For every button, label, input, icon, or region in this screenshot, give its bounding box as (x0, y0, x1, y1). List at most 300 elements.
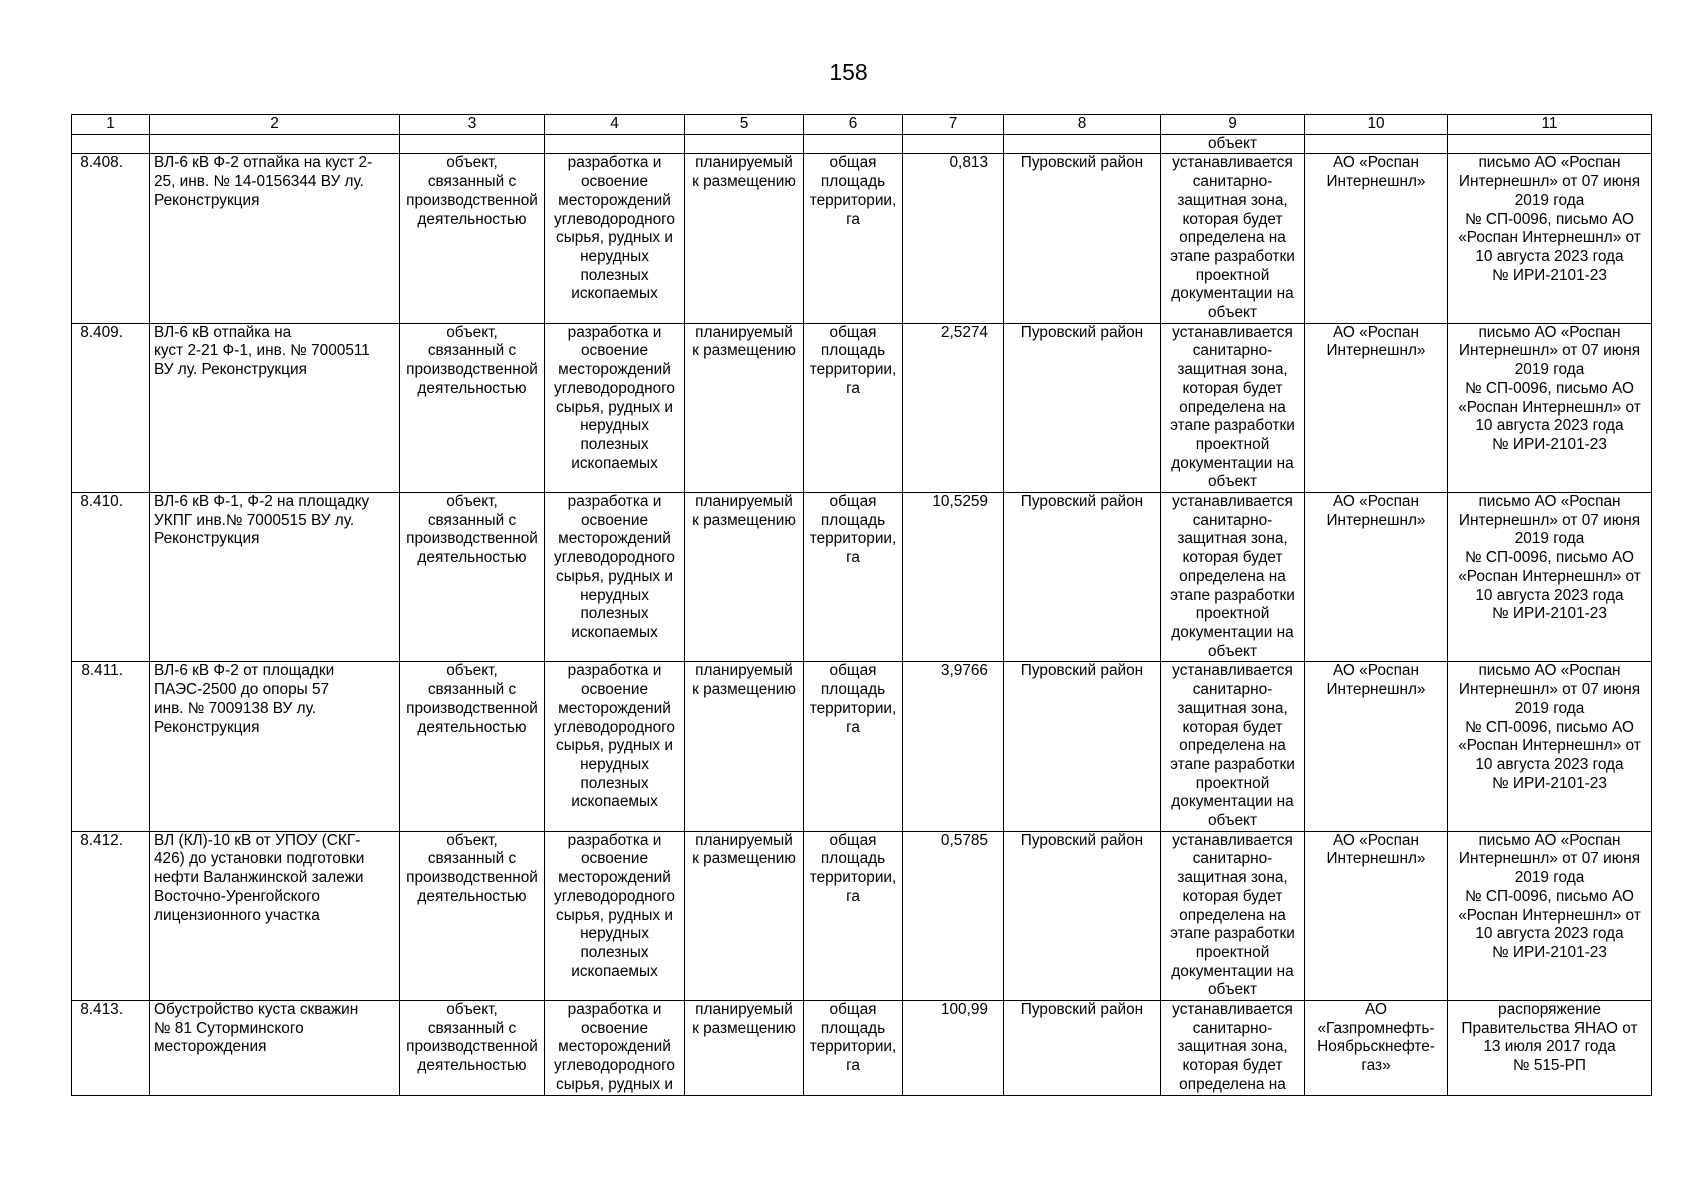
zone-description-line: определена на (1179, 737, 1286, 755)
basis-document-line: 2019 года (1514, 530, 1585, 548)
zone-description-line: защитная зона, (1177, 361, 1288, 379)
object-type-line: производственной (406, 699, 538, 717)
zone-description-line: санитарно- (1192, 850, 1273, 868)
object-characteristic-line: площадь (820, 850, 886, 868)
row-number: 8.410. (72, 493, 150, 662)
object-purpose-line: углеводородного (554, 887, 675, 905)
object-characteristic (804, 493, 903, 662)
zone-description-line: которая будет (1182, 718, 1283, 736)
object-location: Пуровский район (1004, 323, 1161, 492)
object-name (150, 154, 400, 323)
object-type-line: объект, (446, 493, 498, 511)
basis-document-line: 2019 года (1514, 361, 1585, 379)
object-location: Пуровский район (1004, 1001, 1161, 1096)
organization-line: «Газпромнефть- (1317, 1019, 1435, 1037)
object-purpose-line: сырья, рудных и (556, 906, 673, 924)
object-purpose-line: полезных (580, 774, 649, 792)
object-purpose-line: разработка и (567, 493, 662, 511)
zone-description-line: документации на (1171, 793, 1294, 811)
object-purpose-line: углеводородного (554, 379, 675, 397)
object-characteristic-line: общая (829, 1001, 877, 1019)
row-number: 8.412. (72, 831, 150, 1000)
zone-description (1161, 493, 1305, 662)
zone-description-line: документации на (1171, 623, 1294, 641)
column-number-11: 11 (1448, 115, 1652, 135)
object-status-line: планируемый (695, 831, 793, 849)
basis-document-line: 10 августа 2023 года (1475, 417, 1624, 435)
column-number-row (72, 115, 1652, 135)
organization-line: Интернешнл» (1326, 342, 1426, 360)
object-characteristic (804, 154, 903, 323)
object-name-line: месторождения (154, 1038, 267, 1056)
basis-document-line: Интернешнл» от 07 июня (1458, 511, 1641, 529)
object-purpose-line: сырья, рудных и (556, 737, 673, 755)
basis-document-line: № СП-0096, письмо АО (1465, 210, 1634, 228)
object-characteristic-line: территории, (809, 361, 897, 379)
object-name-line: № 81 Суторминского (154, 1019, 304, 1037)
zone-description-line: которая будет (1182, 1057, 1283, 1075)
object-purpose-line: разработка и (567, 831, 662, 849)
object-characteristic (804, 1001, 903, 1096)
table-row (72, 831, 1652, 1000)
object-name-line: инв. № 7009138 ВУ лу. (154, 699, 317, 717)
object-purpose-line: углеводородного (554, 210, 675, 228)
object-location: Пуровский район (1004, 831, 1161, 1000)
continuation-cell-11 (1448, 134, 1652, 154)
page-number: 158 (829, 59, 868, 85)
object-type-line: производственной (406, 869, 538, 887)
zone-description-line: санитарно- (1192, 511, 1273, 529)
basis-document-line: 2019 года (1514, 699, 1585, 717)
object-name (150, 1001, 400, 1096)
object-type (400, 1001, 545, 1096)
row-number: 8.409. (72, 323, 150, 492)
characteristic-value: 10,5259 (903, 493, 1004, 662)
object-purpose-line: нерудных (580, 586, 649, 604)
object-purpose (545, 323, 685, 492)
row-number: 8.411. (72, 662, 150, 831)
object-status-line: к размещению (692, 681, 796, 699)
object-purpose-line: месторождений (558, 699, 671, 717)
object-characteristic-line: общая (829, 831, 877, 849)
object-purpose-line: ископаемых (571, 285, 658, 303)
object-purpose-line: ископаемых (571, 623, 658, 641)
object-characteristic-line: га (846, 549, 860, 567)
column-number-4: 4 (545, 115, 685, 135)
continuation-cell-4 (545, 134, 685, 154)
object-name (150, 493, 400, 662)
object-name-line: Реконструкция (154, 718, 260, 736)
organization (1305, 662, 1448, 831)
basis-document (1448, 662, 1652, 831)
column-number-2: 2 (150, 115, 400, 135)
zone-description-line: санитарно- (1192, 173, 1273, 191)
basis-document-line: № СП-0096, письмо АО (1465, 887, 1634, 905)
object-name (150, 323, 400, 492)
object-status-line: планируемый (695, 662, 793, 680)
object-purpose-line: полезных (580, 435, 649, 453)
table-row (72, 662, 1652, 831)
object-type-line: объект, (446, 831, 498, 849)
object-purpose-line: нерудных (580, 755, 649, 773)
object-purpose-line: углеводородного (554, 1057, 675, 1075)
object-purpose-line: освоение (580, 850, 649, 868)
basis-document-line: 10 августа 2023 года (1475, 247, 1624, 265)
zone-description-line: устанавливается (1172, 1001, 1293, 1019)
zone-description (1161, 154, 1305, 323)
object-location: Пуровский район (1004, 493, 1161, 662)
zone-description-line: устанавливается (1172, 831, 1293, 849)
object-characteristic-line: площадь (820, 342, 886, 360)
zone-description-line: объект (1208, 642, 1257, 660)
zone-description-line: которая будет (1182, 549, 1283, 567)
basis-document-line: Интернешнл» от 07 июня (1458, 681, 1641, 699)
object-name-line: нефти Валанжинской залежи (154, 869, 364, 887)
zone-description-line: устанавливается (1172, 323, 1293, 341)
continuation-cell-6 (804, 134, 903, 154)
zone-description-line: этапе разработки (1170, 586, 1295, 604)
object-purpose-line: сырья, рудных и (556, 398, 673, 416)
row-number: 8.413. (72, 1001, 150, 1096)
basis-document-line: письмо АО «Роспан (1478, 323, 1621, 341)
organization-line: АО «Роспан (1333, 154, 1419, 172)
object-type (400, 831, 545, 1000)
basis-document (1448, 323, 1652, 492)
object-purpose-line: месторождений (558, 191, 671, 209)
zone-description-line: защитная зона, (1177, 530, 1288, 548)
zone-description-line: устанавливается (1172, 662, 1293, 680)
zone-description-line: защитная зона, (1177, 869, 1288, 887)
object-name-line: Реконструкция (154, 530, 260, 548)
zone-description-line: объект (1208, 981, 1257, 999)
column-number-7: 7 (903, 115, 1004, 135)
basis-document-line: № ИРИ-2101-23 (1492, 266, 1607, 284)
object-name-line: Реконструкция (154, 191, 260, 209)
object-characteristic-line: га (846, 887, 860, 905)
object-type-line: объект, (446, 154, 498, 172)
basis-document-line: «Роспан Интернешнл» от (1458, 229, 1641, 247)
object-name (150, 831, 400, 1000)
column-number-10: 10 (1305, 115, 1448, 135)
basis-document-line: письмо АО «Роспан (1478, 493, 1621, 511)
continuation-cell-2 (150, 134, 400, 154)
table-row (72, 323, 1652, 492)
organization-line: Интернешнл» (1326, 511, 1426, 529)
zone-description-line: санитарно- (1192, 1019, 1273, 1037)
zone-description-line: документации на (1171, 962, 1294, 980)
zone-description-line: объект (1208, 473, 1257, 491)
object-name-line: ПАЭС-2500 до опоры 57 (154, 681, 330, 699)
object-type-line: деятельностью (417, 1057, 527, 1075)
object-characteristic-line: площадь (820, 511, 886, 529)
zone-description-line: которая будет (1182, 210, 1283, 228)
object-status-line: планируемый (695, 1001, 793, 1019)
object-purpose (545, 1001, 685, 1096)
object-type-line: деятельностью (417, 549, 527, 567)
organization-line: Интернешнл» (1326, 681, 1426, 699)
object-purpose-line: нерудных (580, 247, 649, 265)
object-characteristic-line: территории, (809, 699, 897, 717)
object-name-line: УКПГ инв.№ 7000515 ВУ лу. (154, 511, 355, 529)
zone-description-line: проектной (1195, 435, 1270, 453)
object-characteristic-line: общая (829, 662, 877, 680)
basis-document-line: 10 августа 2023 года (1475, 586, 1624, 604)
object-type-line: деятельностью (417, 718, 527, 736)
continuation-cell-1 (72, 134, 150, 154)
object-characteristic-line: территории, (809, 869, 897, 887)
object-status-line: планируемый (695, 154, 793, 172)
organization-line: АО «Роспан (1333, 662, 1419, 680)
continuation-cell-5 (685, 134, 804, 154)
organization (1305, 154, 1448, 323)
continuation-cell-3 (400, 134, 545, 154)
organization-line: газ» (1361, 1057, 1391, 1075)
column-number-3: 3 (400, 115, 545, 135)
basis-document-line: № СП-0096, письмо АО (1465, 549, 1634, 567)
object-type-line: связанный с (427, 173, 517, 191)
zone-description-line: защитная зона, (1177, 1038, 1288, 1056)
object-characteristic-line: площадь (820, 1019, 886, 1037)
object-purpose (545, 662, 685, 831)
basis-document (1448, 493, 1652, 662)
basis-document-line: № ИРИ-2101-23 (1492, 605, 1607, 623)
zone-description-line: определена на (1179, 398, 1286, 416)
object-purpose-line: разработка и (567, 1001, 662, 1019)
column-number-9: 9 (1161, 115, 1305, 135)
zone-description-line: проектной (1195, 266, 1270, 284)
object-status (685, 831, 804, 1000)
characteristic-value: 3,9766 (903, 662, 1004, 831)
column-number-5: 5 (685, 115, 804, 135)
basis-document-line: 10 августа 2023 года (1475, 755, 1624, 773)
zone-description-line: санитарно- (1192, 342, 1273, 360)
object-type-line: производственной (406, 361, 538, 379)
table-row (72, 1001, 1652, 1096)
object-characteristic-line: га (846, 718, 860, 736)
object-type-line: производственной (406, 530, 538, 548)
object-purpose-line: сырья, рудных и (556, 229, 673, 247)
object-purpose-line: углеводородного (554, 549, 675, 567)
object-purpose-line: разработка и (567, 154, 662, 172)
object-type-line: деятельностью (417, 887, 527, 905)
zone-description-line: проектной (1195, 774, 1270, 792)
object-name-line: ВЛ (КЛ)-10 кВ от УПОУ (СКГ- (154, 831, 361, 849)
object-type (400, 323, 545, 492)
basis-document-line: 2019 года (1514, 869, 1585, 887)
zone-description (1161, 831, 1305, 1000)
zone-description-line: объект (1208, 812, 1257, 830)
zone-description-line: санитарно- (1192, 681, 1273, 699)
object-purpose (545, 831, 685, 1000)
organization (1305, 831, 1448, 1000)
basis-document-line: Интернешнл» от 07 июня (1458, 342, 1641, 360)
object-location: Пуровский район (1004, 662, 1161, 831)
object-purpose-line: месторождений (558, 530, 671, 548)
basis-document-line: 13 июля 2017 года (1483, 1038, 1616, 1056)
object-purpose-line: освоение (580, 511, 649, 529)
basis-document (1448, 1001, 1652, 1096)
basis-document-line: письмо АО «Роспан (1478, 831, 1621, 849)
zone-description-line: документации на (1171, 285, 1294, 303)
basis-document-line: Интернешнл» от 07 июня (1458, 850, 1641, 868)
object-characteristic-line: общая (829, 154, 877, 172)
object-name-line: 25, инв. № 14-0156344 ВУ лу. (154, 173, 364, 191)
zone-description-line: проектной (1195, 943, 1270, 961)
object-purpose-line: ископаемых (571, 793, 658, 811)
zone-description-line: этапе разработки (1170, 755, 1295, 773)
object-name-line: ВЛ-6 кВ отпайка на (154, 323, 292, 341)
object-purpose (545, 493, 685, 662)
object-status (685, 323, 804, 492)
characteristic-value: 100,99 (903, 1001, 1004, 1096)
basis-document-line: «Роспан Интернешнл» от (1458, 398, 1641, 416)
object-purpose-line: месторождений (558, 361, 671, 379)
organization (1305, 493, 1448, 662)
zone-description (1161, 1001, 1305, 1096)
organization-line: АО «Роспан (1333, 493, 1419, 511)
object-purpose-line: месторождений (558, 1038, 671, 1056)
row-number: 8.408. (72, 154, 150, 323)
object-characteristic-line: га (846, 379, 860, 397)
basis-document-line: № ИРИ-2101-23 (1492, 774, 1607, 792)
zone-description-line: проектной (1195, 605, 1270, 623)
object-status-line: планируемый (695, 493, 793, 511)
basis-document (1448, 831, 1652, 1000)
object-status (685, 662, 804, 831)
object-purpose-line: месторождений (558, 869, 671, 887)
basis-document-line: № ИРИ-2101-23 (1492, 943, 1607, 961)
object-purpose-line: нерудных (580, 417, 649, 435)
zone-description-line: устанавливается (1172, 493, 1293, 511)
organization-line: Ноябрьскнефте- (1317, 1038, 1435, 1056)
basis-document-line: № СП-0096, письмо АО (1465, 718, 1634, 736)
characteristic-value: 0,813 (903, 154, 1004, 323)
object-purpose-line: ископаемых (571, 962, 658, 980)
organization (1305, 1001, 1448, 1096)
object-characteristic-line: территории, (809, 191, 897, 209)
object-characteristic-line: площадь (820, 173, 886, 191)
object-purpose-line: полезных (580, 943, 649, 961)
object-status (685, 493, 804, 662)
zone-description-line: определена на (1179, 567, 1286, 585)
object-location: Пуровский район (1004, 154, 1161, 323)
object-characteristic-line: га (846, 210, 860, 228)
zone-description-line: определена на (1179, 1075, 1286, 1093)
object-name-line: ВУ лу. Реконструкция (154, 361, 307, 379)
zone-description-line: определена на (1179, 229, 1286, 247)
object-purpose-line: полезных (580, 605, 649, 623)
zone-description-line: этапе разработки (1170, 417, 1295, 435)
object-purpose (545, 154, 685, 323)
object-status-line: к размещению (692, 173, 796, 191)
object-type-line: объект, (446, 1001, 498, 1019)
object-purpose-line: нерудных (580, 925, 649, 943)
object-status-line: планируемый (695, 323, 793, 341)
basis-document-line: № 515-РП (1513, 1057, 1586, 1075)
object-type (400, 154, 545, 323)
object-type-line: деятельностью (417, 210, 527, 228)
object-purpose-line: разработка и (567, 662, 662, 680)
object-purpose-line: ископаемых (571, 454, 658, 472)
object-characteristic-line: га (846, 1057, 860, 1075)
object-characteristic-line: общая (829, 323, 877, 341)
basis-document (1448, 154, 1652, 323)
continuation-row (72, 134, 1652, 154)
object-type-line: производственной (406, 1038, 538, 1056)
object-type (400, 662, 545, 831)
zone-description (1161, 662, 1305, 831)
basis-document-line: 10 августа 2023 года (1475, 925, 1624, 943)
basis-document-line: 2019 года (1514, 191, 1585, 209)
object-name-line: Восточно-Уренгойского (154, 887, 320, 905)
zone-description-line: документации на (1171, 454, 1294, 472)
object-name-line: ВЛ-6 кВ Ф-1, Ф-2 на площадку (154, 493, 370, 511)
basis-document-line: Правительства ЯНАО от (1461, 1019, 1638, 1037)
object-type-line: деятельностью (417, 379, 527, 397)
zone-description-line: определена на (1179, 906, 1286, 924)
basis-document-line: письмо АО «Роспан (1478, 154, 1621, 172)
object-purpose-line: освоение (580, 173, 649, 191)
basis-document-line: № ИРИ-2101-23 (1492, 435, 1607, 453)
basis-document-line: Интернешнл» от 07 июня (1458, 173, 1641, 191)
object-type-line: объект, (446, 323, 498, 341)
object-status (685, 1001, 804, 1096)
zone-description-line: этапе разработки (1170, 925, 1295, 943)
zone-description-line: защитная зона, (1177, 191, 1288, 209)
zone-description (1161, 323, 1305, 492)
object-characteristic-line: площадь (820, 681, 886, 699)
object-characteristic-line: территории, (809, 1038, 897, 1056)
object-purpose-line: полезных (580, 266, 649, 284)
object-name-line: 426) до установки подготовки (154, 850, 365, 868)
continuation-cell-9: объект (1161, 134, 1305, 154)
object-type-line: связанный с (427, 342, 517, 360)
continuation-cell-7 (903, 134, 1004, 154)
continuation-cell-10 (1305, 134, 1448, 154)
organization-line: АО «Роспан (1333, 831, 1419, 849)
zone-description-line: которая будет (1182, 379, 1283, 397)
organization-line: АО «Роспан (1333, 323, 1419, 341)
object-type (400, 493, 545, 662)
object-characteristic-line: территории, (809, 530, 897, 548)
table-row (72, 493, 1652, 662)
organization-line: Интернешнл» (1326, 173, 1426, 191)
organization-line: Интернешнл» (1326, 850, 1426, 868)
object-status-line: к размещению (692, 1019, 796, 1037)
organization-line: АО (1365, 1001, 1387, 1019)
object-purpose-line: углеводородного (554, 718, 675, 736)
basis-document-line: «Роспан Интернешнл» от (1458, 906, 1641, 924)
object-type-line: производственной (406, 191, 538, 209)
column-number-6: 6 (804, 115, 903, 135)
object-purpose-line: освоение (580, 1019, 649, 1037)
object-status (685, 154, 804, 323)
object-characteristic (804, 831, 903, 1000)
object-type-line: объект, (446, 662, 498, 680)
column-number-1: 1 (72, 115, 150, 135)
characteristic-value: 2,5274 (903, 323, 1004, 492)
basis-document-line: «Роспан Интернешнл» от (1458, 737, 1641, 755)
object-type-line: связанный с (427, 1019, 517, 1037)
basis-document-line: № СП-0096, письмо АО (1465, 379, 1634, 397)
organization (1305, 323, 1448, 492)
object-purpose-line: сырья, рудных и (556, 567, 673, 585)
object-type-line: связанный с (427, 511, 517, 529)
object-name-line: ВЛ-6 кВ Ф-2 отпайка на куст 2- (154, 154, 373, 172)
object-name-line: Обустройство куста скважин (154, 1001, 359, 1019)
data-table (71, 114, 1652, 1096)
object-characteristic (804, 662, 903, 831)
